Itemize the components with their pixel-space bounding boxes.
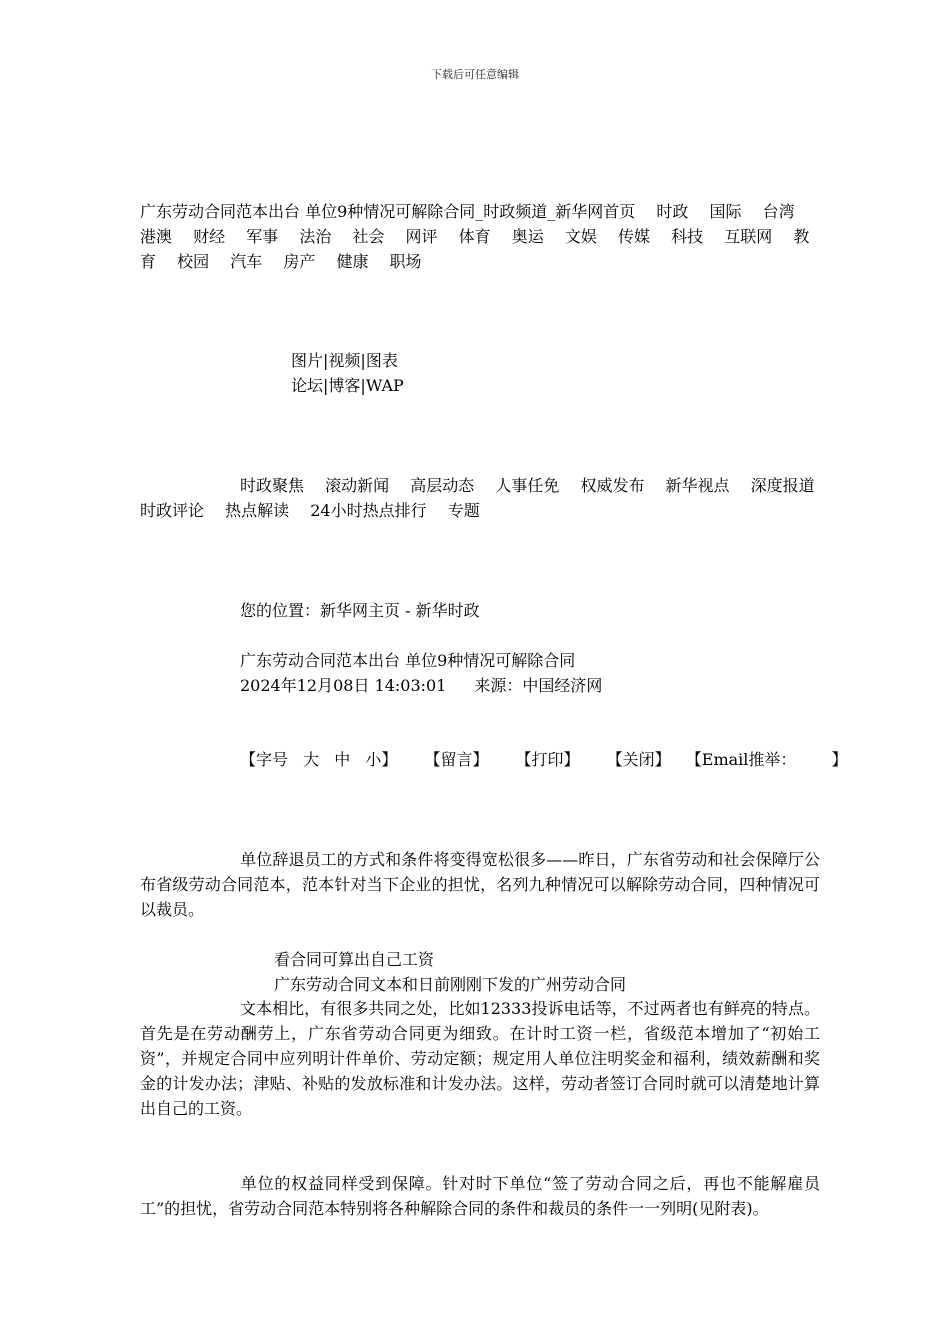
channel-link-auto[interactable]: 汽车 <box>230 252 263 271</box>
font-size-label: 【字号 <box>240 750 289 769</box>
channel-link-commentary[interactable]: 网评 <box>405 227 438 246</box>
article-datetime: 2024年12月08日 14:03:01 <box>240 676 447 695</box>
channel-link-entertainment[interactable]: 文娱 <box>564 227 597 246</box>
font-size-large-button[interactable]: 大 <box>303 750 320 769</box>
section-link-hot-topics[interactable]: 热点解读 <box>225 501 290 520</box>
channel-link-international[interactable]: 国际 <box>709 202 742 221</box>
channel-link-taiwan[interactable]: 台湾 <box>762 202 795 221</box>
headline-nav <box>140 199 820 274</box>
media-link-video[interactable]: 视频 <box>328 351 361 370</box>
channel-link-campus[interactable]: 校园 <box>177 252 210 271</box>
media-links-row-1: 图片|视频|图表 <box>291 351 398 370</box>
section-link-rolling-news[interactable]: 滚动新闻 <box>325 476 390 495</box>
channel-link-media[interactable]: 传媒 <box>617 227 650 246</box>
media-link-pictures[interactable]: 图片 <box>291 351 324 370</box>
channel-link-tech[interactable]: 科技 <box>671 227 704 246</box>
media-links-row-2: 论坛|博客|WAP <box>291 376 404 395</box>
channel-link-internet[interactable]: 互联网 <box>724 227 773 246</box>
article-paragraph-2: 文本相比，有很多共同之处，比如12333投诉电话等，不过两者也有鲜亮的特点。首先是在劳动酬劳上，广东省劳动合同更为细致。在计时工资一栏，省级范本增加了“初始工资”，并规定合同中应列明计件单价、劳动定额；规定用人单位注明奖金和福利，绩效薪酬和奖金的计发办法；津贴、补贴的发放标准和计发办法。这样，劳动者签订合同时就可以清楚地计算出自己的工资。 <box>140 999 820 1118</box>
article-toolbar <box>240 747 848 772</box>
channel-link-law[interactable]: 法治 <box>299 227 332 246</box>
media-link-blog[interactable]: 博客 <box>328 376 361 395</box>
article-paragraph-1: 单位辞退员工的方式和条件将变得宽松很多——昨日，广东省劳动和社会保障厅公布省级劳动合同范本，范本针对当下企业的担忧，名列九种情况可以解除劳动合同，四种情况可以裁员。 <box>140 850 820 919</box>
article-meta <box>240 673 602 698</box>
article-subhead-1: 看合同可算出自己工资 <box>274 950 435 969</box>
section-link-24h-ranking[interactable]: 24小时热点排行 <box>310 501 427 520</box>
article-title: 广东劳动合同范本出台 单位9种情况可解除合同 <box>240 651 576 670</box>
section-nav-row-1 <box>240 473 815 498</box>
channel-link-health[interactable]: 健康 <box>336 252 369 271</box>
font-size-medium-button[interactable]: 中 <box>334 750 351 769</box>
channel-link-politics[interactable]: 时政 <box>656 202 689 221</box>
channel-link-education[interactable]: 教育 <box>140 227 810 271</box>
section-link-xinhua-view[interactable]: 新华视点 <box>665 476 730 495</box>
article-source: 来源：中国经济网 <box>474 676 603 695</box>
section-link-leadership[interactable]: 高层动态 <box>410 476 475 495</box>
header-note: 下载后可任意编辑 <box>431 68 519 81</box>
channel-link-hk-macau[interactable]: 港澳 <box>140 227 173 246</box>
section-link-releases[interactable]: 权威发布 <box>580 476 645 495</box>
section-nav-row-2 <box>140 498 480 523</box>
channel-link-society[interactable]: 社会 <box>352 227 385 246</box>
media-link-wap[interactable]: WAP <box>365 376 404 395</box>
comment-button[interactable]: 【留言】 <box>424 750 489 769</box>
section-link-focus[interactable]: 时政聚焦 <box>240 476 305 495</box>
channel-link-sports[interactable]: 体育 <box>458 227 491 246</box>
section-link-appointments[interactable]: 人事任免 <box>495 476 560 495</box>
section-link-in-depth[interactable]: 深度报道 <box>750 476 815 495</box>
section-link-specials[interactable]: 专题 <box>447 501 480 520</box>
section-link-commentary[interactable]: 时政评论 <box>140 501 205 520</box>
font-size-small-button[interactable]: 小】 <box>365 750 398 769</box>
channel-link-realestate[interactable]: 房产 <box>283 252 316 271</box>
print-button[interactable]: 【打印】 <box>515 750 580 769</box>
breadcrumb: 您的位置：新华网主页 - 新华时政 <box>240 601 480 620</box>
media-link-forum[interactable]: 论坛 <box>291 376 324 395</box>
article-paragraph-3: 单位的权益同样受到保障。针对时下单位“签了劳动合同之后，再也不能解雇员工”的担忧，省劳动合同范本特别将各种解除合同的条件和裁员的条件一一列明(见附表)。 <box>140 1174 820 1218</box>
email-recommend-close: 】 <box>831 750 848 769</box>
channel-link-career[interactable]: 职场 <box>389 252 422 271</box>
media-link-charts[interactable]: 图表 <box>365 351 398 370</box>
channel-link-finance[interactable]: 财经 <box>193 227 226 246</box>
article-subhead-2: 广东劳动合同文本和日前刚刚下发的广州劳动合同 <box>274 975 627 994</box>
close-button[interactable]: 【关闭】 <box>606 750 671 769</box>
page-headline: 广东劳动合同范本出台 单位9种情况可解除合同_时政频道_新华网首页 <box>140 202 636 221</box>
channel-link-military[interactable]: 军事 <box>246 227 279 246</box>
email-recommend-button[interactable]: 【Email推举： <box>685 750 797 769</box>
channel-link-olympics[interactable]: 奥运 <box>511 227 544 246</box>
